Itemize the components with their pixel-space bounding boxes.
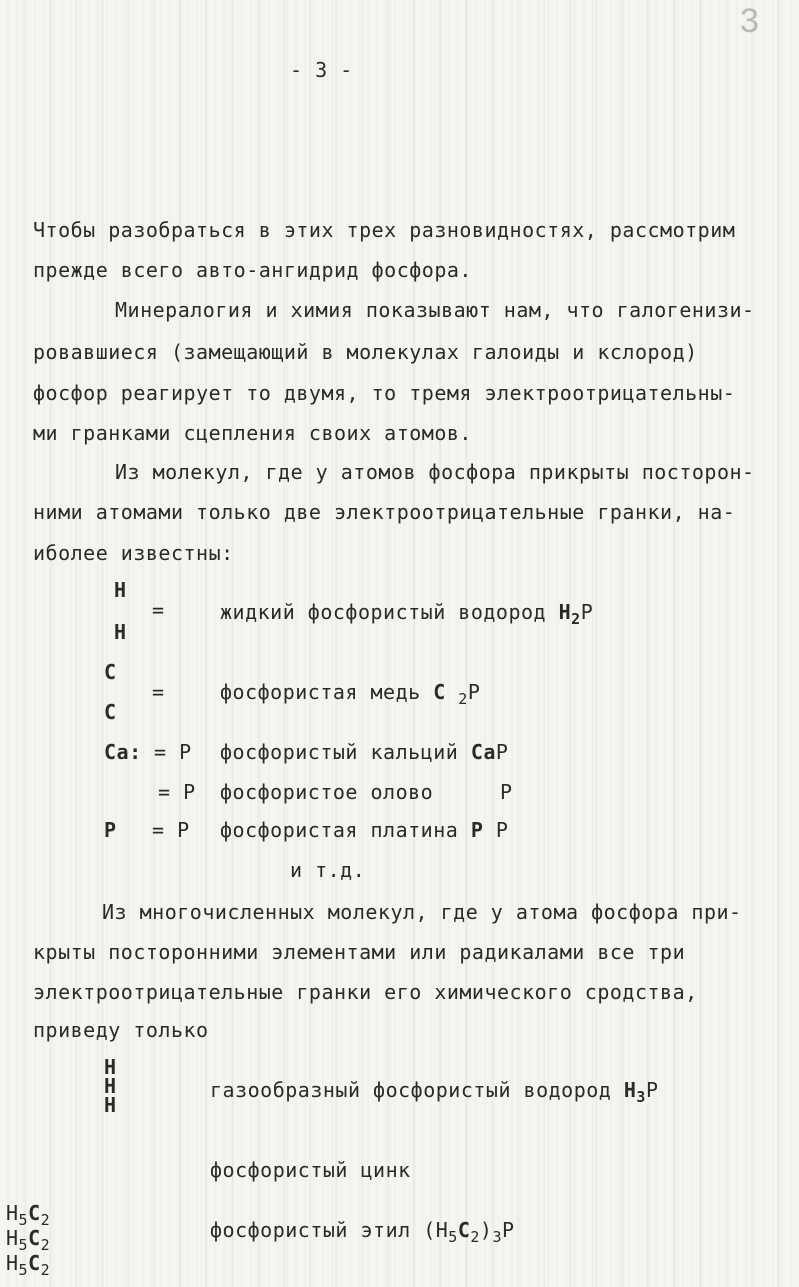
compound-name: фосфористая медь C $_2$P xyxy=(220,680,481,708)
text-line: фосфор реагирует то двумя, то тремя электроотрицательны- xyxy=(33,381,736,405)
formula-stack: H H H xyxy=(104,1055,117,1117)
compound-name: фосфористая платина P P xyxy=(220,818,509,842)
text-line: приведу только xyxy=(33,1018,209,1042)
text-line: прежде всего авто-ангидрид фосфора. xyxy=(33,258,472,282)
formula-symbol: H xyxy=(114,620,127,644)
compound-name: газообразный фосфористый водород $H_3P$ xyxy=(210,1078,659,1106)
text-line: Из многочисленных молекул, где у атома фосфора при- xyxy=(102,900,742,924)
formula-symbol: P xyxy=(500,780,513,804)
compound-name: жидкий фосфористый водород $H_2P$ xyxy=(220,600,594,628)
equals-sign: = P xyxy=(152,818,190,842)
text-line: ними атомами только две электроотрицательные гранки, на- xyxy=(33,500,736,524)
formula-symbol: P xyxy=(104,818,117,842)
text-line: крыты посторонними элементами или радикалами все три xyxy=(33,940,686,964)
text-line: ми гранками сцепления своих атомов. xyxy=(33,421,472,445)
equals-sign: = xyxy=(152,680,165,704)
text-line: иболее известны: xyxy=(33,541,234,565)
compound-name: фосфористое олово xyxy=(220,780,434,804)
text-line: Из молекул, где у атомов фосфора прикрыты посторон- xyxy=(115,460,755,484)
text-line: ровавшиеся (замещающий в молекулах галоиды и кслород) xyxy=(33,340,698,364)
formula-stack: $H_5C_2$ $H_5C_2$ $H_5C_2$ xyxy=(6,1201,51,1279)
equals-sign: = xyxy=(152,598,165,622)
equals-sign: = P xyxy=(154,740,192,764)
formula-symbol: H xyxy=(114,578,127,602)
formula-symbol: C xyxy=(104,660,117,684)
compound-name: фосфористый кальций CaP xyxy=(220,740,509,764)
text-line: Чтобы разобраться в этих трех разновидностях, рассмотрим xyxy=(33,218,736,242)
text-line: электроотрицательные гранки его химического сродства, xyxy=(33,980,698,1004)
equals-sign: = P xyxy=(158,780,196,804)
page-number: - 3 - xyxy=(290,58,353,82)
corner-page-number: 3 xyxy=(740,2,759,40)
formula-symbol: C xyxy=(104,700,117,724)
compound-name: фосфористый цинк xyxy=(210,1158,411,1182)
etc-text: и т.д. xyxy=(290,858,366,882)
text-line: Минералогия и химия показывают нам, что галогенизи- xyxy=(115,298,755,322)
compound-name: фосфористый этил $(H_5C_2)_3P$ xyxy=(210,1218,515,1246)
formula-symbol: Ca: xyxy=(104,740,142,764)
